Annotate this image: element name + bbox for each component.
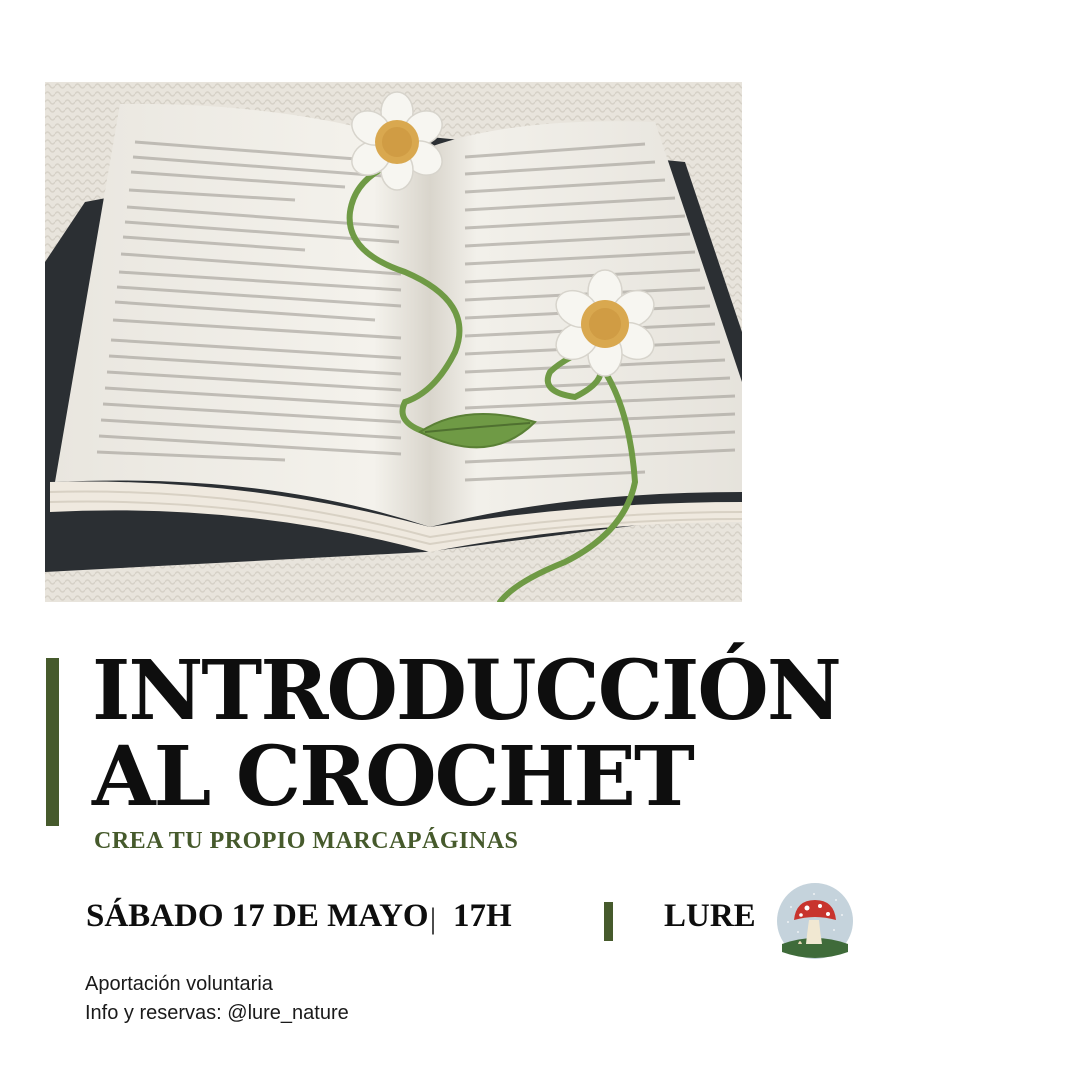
brand-name: LURE (664, 898, 756, 934)
title-line-1: INTRODUCCIÓN (92, 643, 840, 739)
subtitle: CREA TU PROPIO MARCAPÁGINAS (94, 828, 519, 854)
title-accent-bar (46, 658, 59, 826)
event-date: SÁBADO 17 DE MAYO (86, 898, 429, 934)
event-info (85, 970, 349, 1028)
hero-photo (45, 82, 742, 602)
mushroom-logo-icon (776, 882, 854, 960)
contribution-text: Aportación voluntaria (85, 973, 273, 995)
page-title (92, 643, 840, 825)
reservations-text: Info y reservas: @lure_nature (85, 1002, 349, 1024)
date-time-separator: | (430, 902, 437, 935)
event-time: 17H (453, 898, 512, 934)
crochet-flower-bookmark-photo (45, 82, 742, 602)
brand-accent-bar (604, 902, 613, 941)
title-line-2: AL CROCHET (92, 729, 693, 825)
